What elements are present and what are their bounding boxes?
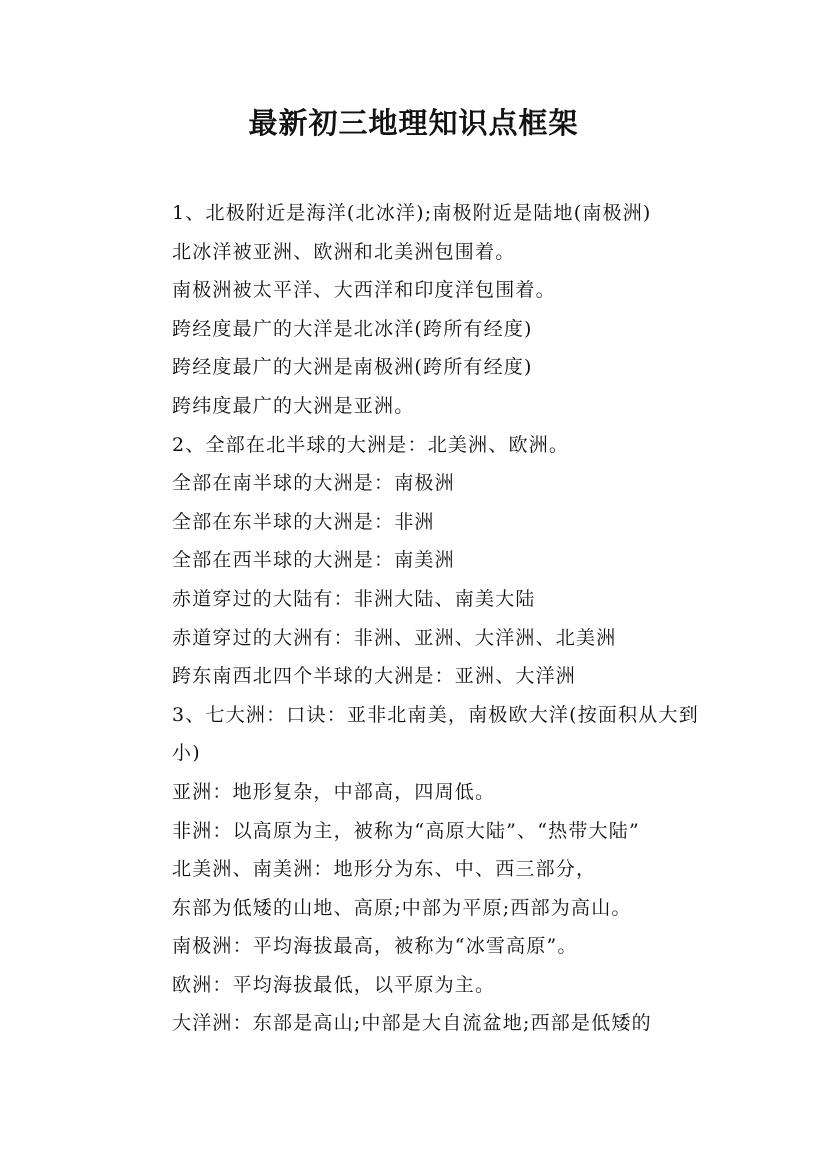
paragraph-line: 北冰洋被亚洲、欧洲和北美洲包围着。: [172, 240, 516, 263]
paragraph-line: 跨经度最广的大洋是北冰洋(跨所有经度): [172, 317, 533, 340]
paragraph-line: 南极洲：平均海拔最高，被称为“冰雪高原”。: [172, 935, 578, 958]
document-title: 最新初三地理知识点框架: [248, 106, 579, 140]
paragraph-line: 1、北极附近是海洋(北冰洋);南极附近是陆地(南极洲): [172, 202, 652, 224]
paragraph-line: 全部在南半球的大洲是：南极洲: [172, 472, 455, 495]
paragraph-line: 赤道穿过的大洲有：非洲、亚洲、大洋洲、北美洲: [172, 626, 617, 649]
paragraph-line: 跨经度最广的大洲是南极洲(跨所有经度): [172, 356, 533, 379]
paragraph-line: 全部在东半球的大洲是：非洲: [172, 510, 435, 533]
paragraph-line: 北美洲、南美洲：地形分为东、中、西三部分，: [172, 858, 597, 881]
paragraph-line: 南极洲被太平洋、大西洋和印度洋包围着。: [172, 279, 556, 302]
paragraph-line: 欧洲：平均海拔最低，以平原为主。: [172, 973, 496, 996]
paragraph-line: 跨纬度最广的大洲是亚洲。: [172, 394, 415, 417]
paragraph-line: 东部为低矮的山地、高原;中部为平原;西部为高山。: [172, 896, 632, 919]
paragraph-line: 赤道穿过的大陆有：非洲大陆、南美大陆: [172, 587, 536, 610]
paragraph-line: 3、七大洲：口诀：亚非北南美，南极欧大洋(按面积从大到小): [172, 703, 699, 765]
paragraph-line: 跨东南西北四个半球的大洲是：亚洲、大洋洲: [172, 665, 577, 688]
paragraph-line: 全部在西半球的大洲是：南美洲: [172, 549, 455, 572]
document-body: [126, 194, 726, 1043]
paragraph-line: 亚洲：地形复杂，中部高，四周低。: [172, 780, 496, 803]
paragraph-line: 非洲：以高原为主，被称为“高原大陆”、“热带大陆”: [172, 819, 640, 842]
paragraph-line: 2、全部在北半球的大洲是：北美洲、欧洲。: [172, 433, 570, 456]
paragraph-line: 大洋洲：东部是高山;中部是大自流盆地;西部是低矮的: [172, 1012, 652, 1035]
